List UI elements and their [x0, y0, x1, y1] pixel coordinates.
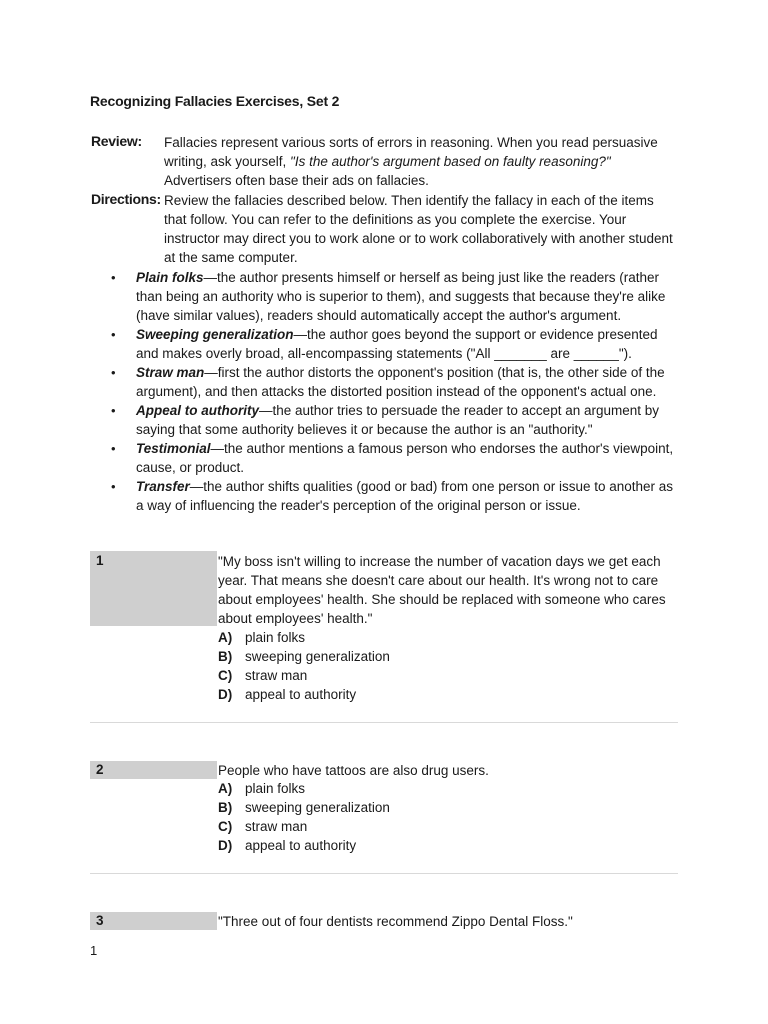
review-text-end: Advertisers often base their ads on fallacies.: [164, 173, 429, 188]
question-text: "My boss isn't willing to increase the number of vacation days we get each year. That means she doesn't care about our health. It's wrong not to care about employees' health. She should be replaced with someone who cares about employees' health.": [218, 554, 666, 626]
bullet-icon: •: [111, 441, 116, 456]
fallacy-term: Straw man: [136, 365, 205, 380]
fallacy-term: Transfer: [136, 479, 190, 494]
option-letter: C): [218, 819, 233, 834]
option-text: straw man: [245, 819, 308, 834]
fallacy-item: [110, 325, 676, 363]
fallacy-term: Plain folks: [136, 270, 204, 285]
answer-option[interactable]: [218, 779, 390, 798]
fallacy-list: [110, 268, 676, 515]
fallacy-definition: —the author mentions a famous person who endorses the author's viewpoint, cause, or product.: [136, 441, 674, 475]
answer-option[interactable]: [218, 666, 390, 685]
answer-options: [218, 628, 390, 704]
question-number: 1: [90, 551, 217, 626]
fallacy-definition: —the author shifts qualities (good or bad) from one person or issue to another as a way of influencing the reader's perception of the original person or issue.: [136, 479, 674, 513]
fallacy-item: [110, 477, 676, 515]
option-letter: D): [218, 687, 233, 702]
answer-option[interactable]: [218, 685, 390, 704]
option-text: appeal to authority: [245, 838, 357, 853]
fallacy-item: [110, 268, 676, 325]
directions-text: Review the fallacies described below. Then identify the fallacy in each of the items that follow. You can refer to the definitions as you complete the exercise. Your instructor may direct you to work alone or to work collaboratively with another student at the same computer.: [164, 193, 673, 265]
fallacy-term: Sweeping generalization: [136, 327, 294, 342]
question-number: 2: [90, 761, 217, 779]
option-letter: D): [218, 838, 233, 853]
option-letter: A): [218, 781, 233, 796]
page-number: 1: [90, 943, 98, 958]
review-text-start: Fallacies represent various sorts of errors in reasoning. When you read persuasive writing, ask yourself,: [164, 135, 658, 169]
fallacy-term: Testimonial: [136, 441, 211, 456]
review-label: Review:: [91, 133, 142, 149]
document-title: Recognizing Fallacies Exercises, Set 2: [90, 93, 340, 109]
question-divider: [90, 873, 678, 874]
fallacy-term: Appeal to authority: [136, 403, 260, 418]
answer-option[interactable]: [218, 798, 390, 817]
bullet-icon: •: [111, 365, 116, 380]
bullet-icon: •: [111, 403, 116, 418]
review-question: "Is the author's argument based on faulty reasoning?": [290, 154, 611, 169]
option-letter: B): [218, 800, 233, 815]
fallacy-definition: —the author tries to persuade the reader to accept an argument by saying that some authority believes it or because the author is an "authority.": [136, 403, 660, 437]
fallacy-definition: —the author presents himself or herself as being just like the readers (rather than being an authority who is superior to them), and suggests that because they're alike (have similar values), readers should automatically accept the author's argument.: [136, 270, 666, 323]
answer-option[interactable]: [218, 817, 390, 836]
bullet-icon: •: [111, 327, 116, 342]
directions-label: Directions:: [91, 191, 161, 207]
option-letter: B): [218, 649, 233, 664]
question-text: People who have tattoos are also drug users.: [218, 763, 489, 778]
option-text: plain folks: [245, 630, 306, 645]
option-text: sweeping generalization: [245, 800, 390, 815]
option-text: plain folks: [245, 781, 306, 796]
fallacy-item: [110, 363, 676, 401]
answer-options: [218, 779, 390, 855]
option-text: straw man: [245, 668, 308, 683]
answer-option[interactable]: [218, 836, 390, 855]
fallacy-definition: —first the author distorts the opponent's position (that is, the other side of the argument), and then attacks the distorted position instead of the opponent's actual one.: [136, 365, 665, 399]
fallacy-definition: —the author goes beyond the support or evidence presented and makes overly broad, all-encompassing statements ("All _______ are ______").: [136, 327, 658, 361]
fallacy-item: [110, 439, 676, 477]
answer-option[interactable]: [218, 647, 390, 666]
review-text: [164, 133, 674, 190]
question-divider: [90, 722, 678, 723]
option-letter: C): [218, 668, 233, 683]
option-text: appeal to authority: [245, 687, 357, 702]
option-letter: A): [218, 630, 233, 645]
option-text: sweeping generalization: [245, 649, 390, 664]
question-text: "Three out of four dentists recommend Zippo Dental Floss.": [218, 914, 573, 929]
bullet-icon: •: [111, 270, 116, 285]
answer-option[interactable]: [218, 628, 390, 647]
bullet-icon: •: [111, 479, 116, 494]
question-number: 3: [90, 912, 217, 930]
fallacy-item: [110, 401, 676, 439]
